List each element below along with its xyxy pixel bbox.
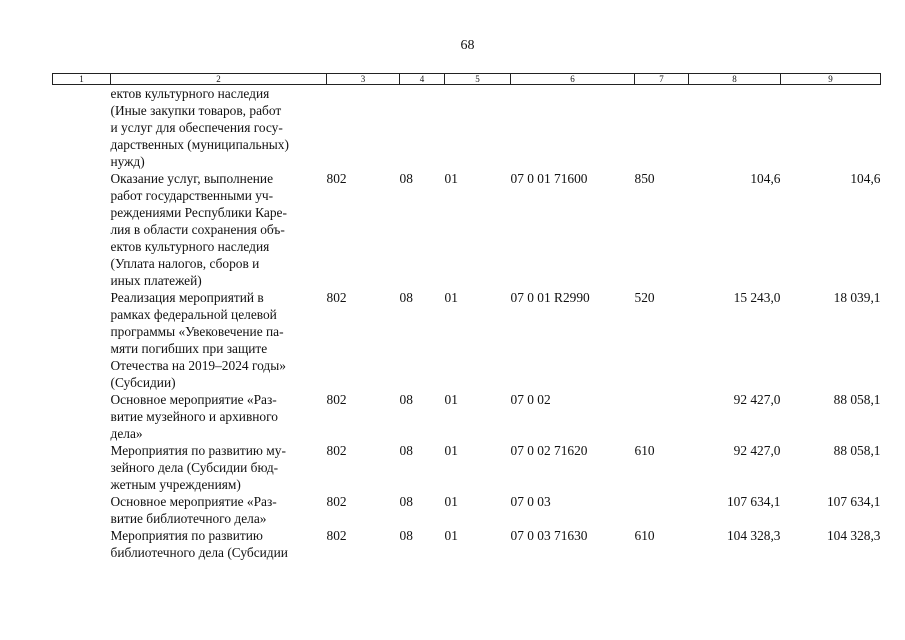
amount-year2-cell: [781, 85, 881, 171]
ministry-code-cell: 802: [326, 494, 347, 509]
ministry-code-cell: 802: [326, 171, 347, 186]
target-article-cell: 07 0 03 71630: [510, 528, 588, 543]
section-code-cell: 08: [399, 443, 413, 458]
table-row: [53, 442, 881, 493]
row-index-cell: [53, 289, 111, 391]
row-index-cell: [53, 85, 111, 171]
section-code-cell: 08: [399, 171, 413, 186]
item-name-line: библиотечного дела (Субсидии: [110, 545, 288, 560]
item-name-line: дарственных (муниципальных): [110, 137, 289, 152]
table-row: [53, 527, 881, 561]
amount-year2-cell: 107 634,1: [826, 494, 881, 509]
subsection-code-cell: 01: [444, 290, 458, 305]
item-name-cell: [111, 442, 327, 493]
amount-year2-cell: 104 328,3: [826, 528, 881, 543]
item-name-line: и услуг для обеспечения госу-: [110, 120, 283, 135]
item-name-cell: [111, 493, 327, 527]
item-name-line: витие музейного и архивного: [110, 409, 278, 424]
ministry-code-cell: 802: [326, 443, 347, 458]
column-number: 1: [53, 74, 111, 85]
expense-type-cell: [635, 391, 689, 442]
row-index-cell: [53, 493, 111, 527]
amount-year1-cell: 104 328,3: [726, 528, 781, 543]
amount-year2-cell: 18 039,1: [833, 290, 881, 305]
section-code-cell: 08: [399, 494, 413, 509]
amount-year2-cell: 88 058,1: [833, 443, 881, 458]
item-name-line: жетным учреждениям): [110, 477, 241, 492]
row-index-cell: [53, 442, 111, 493]
column-number: 7: [635, 74, 689, 85]
subsection-code-cell: 01: [444, 443, 458, 458]
target-article-cell: 07 0 03: [510, 494, 551, 509]
item-name-line: (Иные закупки товаров, работ: [110, 103, 282, 118]
column-number: 9: [781, 74, 881, 85]
amount-year1-cell: 107 634,1: [726, 494, 781, 509]
item-name-line: ектов культурного наследия: [110, 239, 270, 254]
item-name-cell: [111, 85, 327, 171]
amount-year1-cell: 104,6: [750, 171, 781, 186]
ministry-code-cell: [327, 85, 400, 171]
section-code-cell: 08: [399, 528, 413, 543]
amount-year2-cell: 88 058,1: [833, 392, 881, 407]
budget-table: [52, 73, 881, 561]
item-name-line: Реализация мероприятий в: [110, 290, 264, 305]
item-name-cell: [111, 391, 327, 442]
row-index-cell: [53, 170, 111, 289]
item-name-cell: [111, 289, 327, 391]
expense-type-cell: 610: [634, 443, 655, 458]
subsection-code-cell: 01: [444, 392, 458, 407]
column-number: 3: [327, 74, 400, 85]
table-row: [53, 493, 881, 527]
section-code-cell: 08: [399, 290, 413, 305]
item-name-line: Мероприятия по развитию му-: [110, 443, 286, 458]
item-name-line: зейного дела (Субсидии бюд-: [110, 460, 279, 475]
item-name-line: Мероприятия по развитию: [110, 528, 263, 543]
ministry-code-cell: 802: [326, 290, 347, 305]
table-row: [53, 289, 881, 391]
item-name-line: нужд): [110, 154, 145, 169]
amount-year1-cell: 92 427,0: [733, 443, 781, 458]
item-name-line: иных платежей): [110, 273, 202, 288]
row-index-cell: [53, 527, 111, 561]
item-name-line: дела»: [110, 426, 143, 441]
expense-type-cell: [635, 493, 689, 527]
column-number-row: [53, 74, 881, 85]
table-row: [53, 391, 881, 442]
subsection-code-cell: 01: [444, 528, 458, 543]
column-number: 8: [689, 74, 781, 85]
table-body: [53, 85, 881, 562]
section-code-cell: [400, 85, 445, 171]
amount-year1-cell: [689, 85, 781, 171]
ministry-code-cell: 802: [326, 528, 347, 543]
table-row: [53, 170, 881, 289]
item-name-line: витие библиотечного дела»: [110, 511, 267, 526]
target-article-cell: 07 0 01 71600: [510, 171, 588, 186]
item-name-line: лия в области сохранения объ-: [110, 222, 285, 237]
amount-year1-cell: 92 427,0: [733, 392, 781, 407]
target-article-cell: 07 0 02: [510, 392, 551, 407]
item-name-cell: [111, 527, 327, 561]
section-code-cell: 08: [399, 392, 413, 407]
item-name-line: мяти погибших при защите: [110, 341, 268, 356]
subsection-code-cell: [445, 85, 511, 171]
expense-type-cell: 520: [634, 290, 655, 305]
table-row: [53, 85, 881, 171]
expense-type-cell: [635, 85, 689, 171]
item-name-line: Оказание услуг, выполнение: [110, 171, 274, 186]
column-number: 5: [445, 74, 511, 85]
item-name-line: ектов культурного наследия: [110, 86, 270, 101]
item-name-line: (Субсидии): [110, 375, 176, 390]
target-article-cell: 07 0 02 71620: [510, 443, 588, 458]
row-index-cell: [53, 391, 111, 442]
amount-year2-cell: 104,6: [850, 171, 881, 186]
item-name-cell: [111, 170, 327, 289]
ministry-code-cell: 802: [326, 392, 347, 407]
column-number: 6: [511, 74, 635, 85]
item-name-line: Основное мероприятие «Раз-: [110, 494, 277, 509]
item-name-line: реждениями Республики Каре-: [110, 205, 287, 220]
expense-type-cell: 610: [634, 528, 655, 543]
target-article-cell: [511, 85, 635, 171]
amount-year1-cell: 15 243,0: [733, 290, 781, 305]
item-name-line: работ государственными уч-: [110, 188, 274, 203]
item-name-line: Основное мероприятие «Раз-: [110, 392, 277, 407]
item-name-line: Отечества на 2019–2024 годы»: [110, 358, 286, 373]
subsection-code-cell: 01: [444, 171, 458, 186]
page-number: 68: [460, 38, 475, 53]
item-name-line: рамках федеральной целевой: [110, 307, 277, 322]
column-number: 2: [111, 74, 327, 85]
item-name-line: (Уплата налогов, сборов и: [110, 256, 260, 271]
item-name-line: программы «Увековечение па-: [110, 324, 284, 339]
expense-type-cell: 850: [634, 171, 655, 186]
column-number: 4: [400, 74, 445, 85]
subsection-code-cell: 01: [444, 494, 458, 509]
target-article-cell: 07 0 01 R2990: [510, 290, 590, 305]
